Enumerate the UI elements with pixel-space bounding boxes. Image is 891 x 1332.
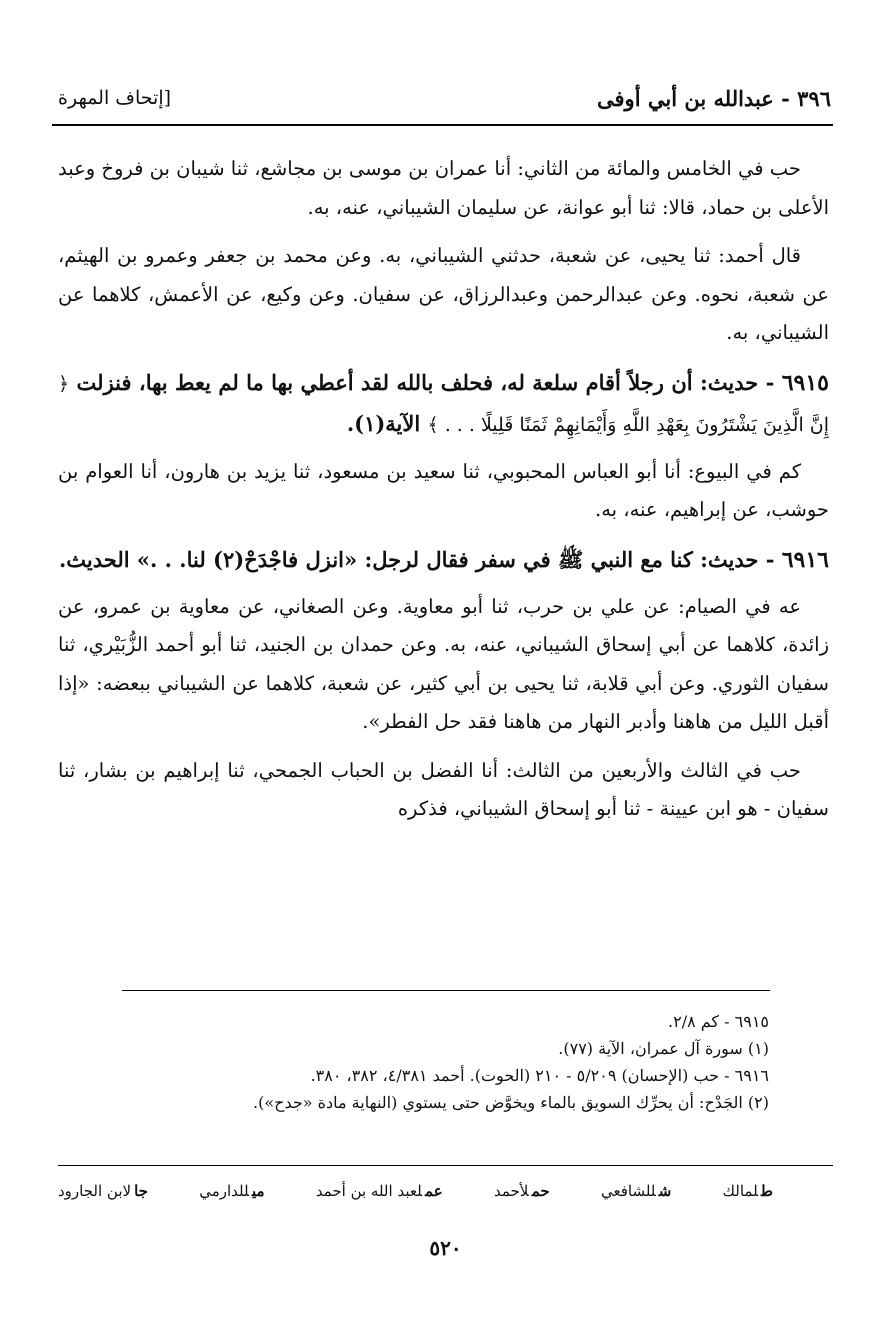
footnote-rule	[122, 990, 770, 991]
footnote-line: (٢) الجَدْح: أن يحرِّك السويق بالماء ويخوَّض حتى يستوي (النهاية مادة «جدح»).	[253, 1093, 769, 1112]
header-book-title: [إتحاف المهرة	[58, 87, 172, 109]
abbreviation-legend	[58, 1182, 773, 1200]
hadith-6915	[58, 363, 829, 445]
page-number: ٥٢٠	[429, 1236, 462, 1260]
quran-verse: ﴿ إِنَّ الَّذِينَ يَشْتَرُونَ بِعَهْدِ اللَّهِ وَأَيْمَانِهِمْ ثَمَنًا قَلِيلًا . . . ﴾	[58, 372, 829, 436]
legend-item: جالابن الجارود	[58, 1182, 148, 1200]
paragraph-ah: عه في الصيام: عن علي بن حرب، ثنا أبو معاوية. وعن الصغاني، عن معاوية بن عمرو، عن زائدة، كلاهما عن أبي إسحاق الشيباني، عنه، به. وعن حمدان بن الجنيد، ثنا أبو أحمد الزُّبَيْري، ثنا سفيان الثوري. وعن أبي قلابة، ثنا يحيى بن أبي كثير، عن شعبة، كلاهما عن الشيباني ببعضه: «إذا أقبل الليل من هاهنا وأدبر النهار من هاهنا فقد حل الفطر».	[58, 594, 829, 733]
header-rule	[52, 124, 833, 126]
hadith-6916	[58, 540, 829, 580]
paragraph-hb-1: حب في الخامس والمائة من الثاني: أنا عمران بن موسى بن مجاشع، ثنا شيبان بن فروخ وعبد الأعلى بن حماد، قالا: ثنا أبو عوانة، عن سليمان الشيباني، عنه، به.	[58, 157, 829, 219]
paragraph-hb-2: حب في الثالث والأربعين من الثالث: أنا الفضل بن الحباب الجمحي، ثنا إبراهيم بن بشار، ثنا سفيان - هو ابن عيينة - ثنا أبو إسحاق الشيباني، فذكره	[58, 758, 829, 820]
hadith-tail: الآية(١).	[346, 410, 421, 436]
paragraph-kam: كم في البيوع: أنا أبو العباس المحبوبي، ثنا سعيد بن مسعود، ثنا يزيد بن هارون، أنا العوام بن حوشب، عن إبراهيم، عنه، به.	[58, 459, 829, 521]
running-header	[58, 78, 831, 118]
legend-item: شللشافعي	[600, 1182, 672, 1200]
hadith-text: - حديث: أن رجلاً أقام سلعة له، فحلف بالله لقد أعطي بها ما لم يعط بها، فنزلت	[76, 369, 775, 395]
main-text	[58, 150, 829, 839]
header-chapter-title: ٣٩٦ - عبدالله بن أبي أوفى	[597, 85, 831, 111]
legend-item: طلمالك	[722, 1182, 773, 1200]
legend-item: ميللدارمي	[199, 1182, 265, 1200]
legend-item: حملأحمد	[493, 1182, 550, 1200]
footnotes	[120, 1008, 769, 1116]
hadith-text: - حديث: كنا مع النبي ﷺ في سفر فقال لرجل: «انزل فاجْدَحْ(٢) لنا. . .» الحديث.	[59, 546, 775, 572]
footnote-line: ٦٩١٦ - حب (الإحسان) ٥/٢٠٩ - ٢١٠ (الحوت). أحمد ٤/٣٨١، ٣٨٢، ٣٨٠.	[310, 1066, 769, 1085]
legend-item: عملعبد الله بن أحمد	[315, 1182, 443, 1200]
footnote-line: ٦٩١٥ - كم ٢/٨.	[668, 1012, 769, 1031]
hadith-number: ٦٩١٥	[781, 369, 829, 396]
legend-rule	[58, 1165, 833, 1166]
hadith-number: ٦٩١٦	[781, 546, 829, 573]
footnote-line: (١) سورة آل عمران، الآية (٧٧).	[558, 1039, 769, 1058]
paragraph-ahmad: قال أحمد: ثنا يحيى، عن شعبة، حدثني الشيباني، به. وعن محمد بن جعفر وعمرو بن الهيثم، عن شعبة، نحوه. وعن عبدالرحمن وعبدالرزاق، عن سفيان. وعن وكيع، عن الأعمش، كلاهما عن الشيباني، به.	[58, 244, 829, 344]
